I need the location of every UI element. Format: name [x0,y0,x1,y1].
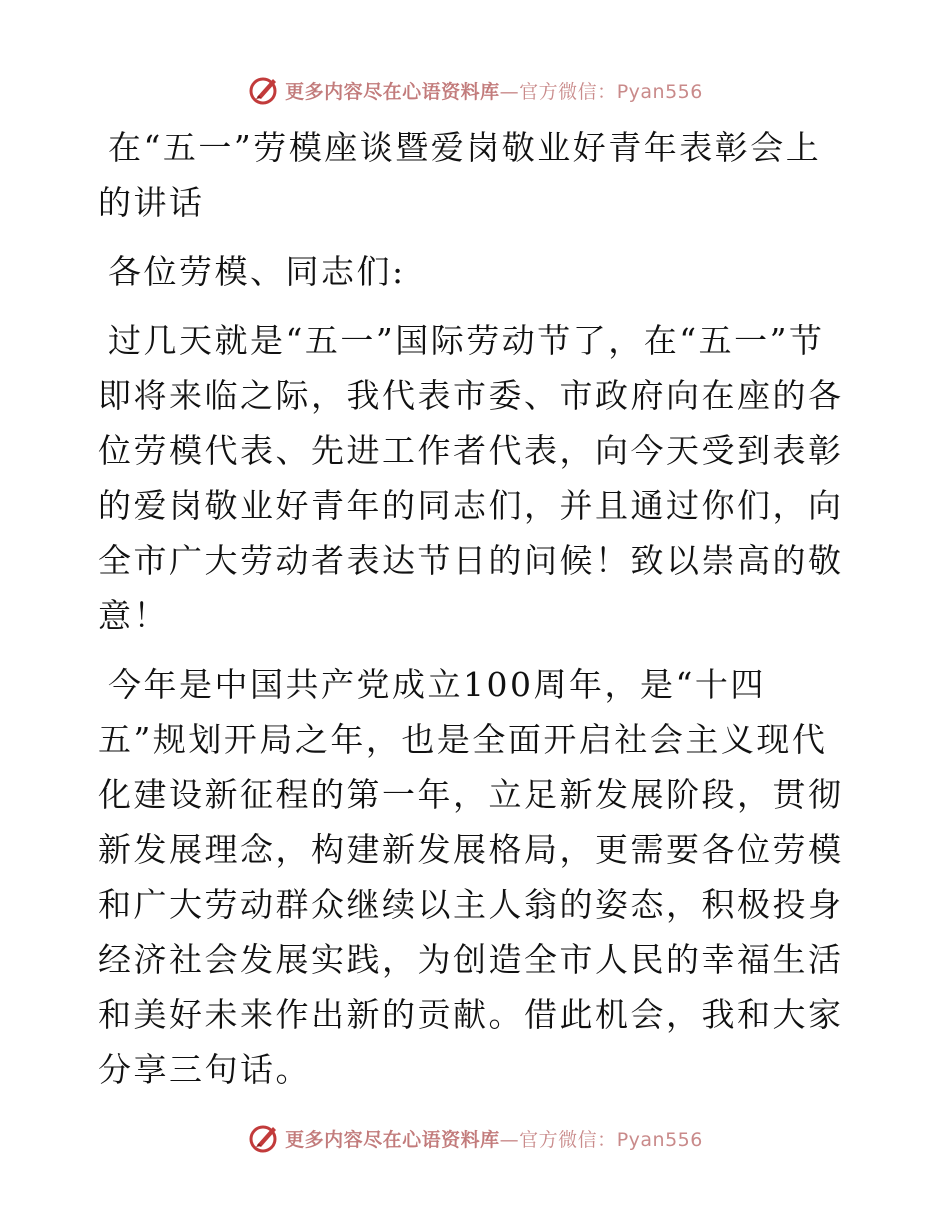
header-watermark [0,70,950,110]
paragraph-1: 过几天就是“五一”国际劳动节了，在“五一”节即将来临之际，我代表市委、市政府向在座的各位劳模代表、先进工作者代表，向今天受到表彰的爱岗敬业好青年的同志们，并且通过你们，向全市广大劳动者表达节日的问候！致以崇高的敬意！ [98,321,844,635]
quill-logo-icon [247,1121,281,1155]
document-body [98,120,850,1111]
watermark-text: 更多内容尽在心语资料库—官方微信：Pyan556 [285,80,703,103]
quill-logo-icon [247,73,281,107]
document-title: 在“五一”劳模座谈暨爱岗敬业好青年表彰会上的讲话 [98,128,822,222]
footer-watermark [0,1118,950,1158]
paragraph-2: 今年是中国共产党成立100周年，是“十四五”规划开局之年，也是全面开启社会主义现代化建设新征程的第一年，立足新发展阶段，贯彻新发展理念，构建新发展格局，更需要各位劳模和广大劳动群众继续以主人翁的姿态，积极投身经济社会发展实践，为创造全市人民的幸福生活和美好未来作出新的贡献。借此机会，我和大家分享三句话。 [98,665,844,1089]
watermark-text: 更多内容尽在心语资料库—官方微信：Pyan556 [285,1128,703,1151]
salutation: 各位劳模、同志们: [108,252,406,291]
